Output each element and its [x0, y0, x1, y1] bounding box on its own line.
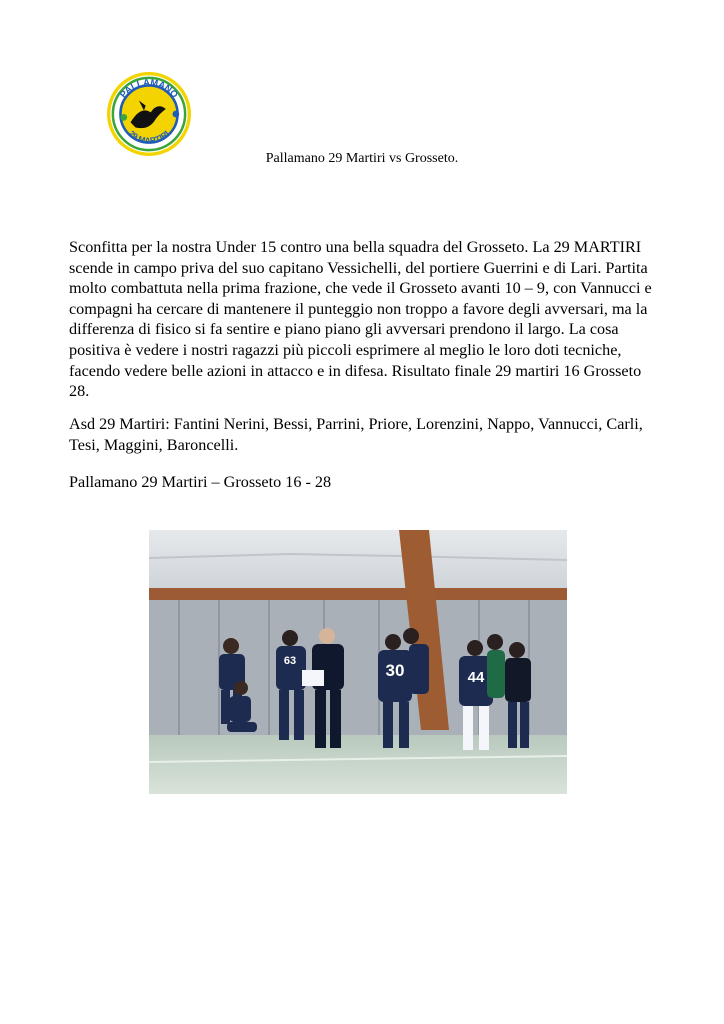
team-huddle-photo: [149, 530, 567, 794]
paragraph-roster: Asd 29 Martiri: Fantini Nerini, Bessi, Parrini, Priore, Lorenzini, Nappo, Vannucci, Carli, Tesi, Maggini, Baroncelli.: [69, 415, 643, 454]
logo-text-bottom: 29 MARTIRI: [126, 128, 172, 146]
jersey-number-30: 30: [385, 661, 405, 680]
logo-text-top: PALLAMANO: [117, 77, 181, 100]
jersey-number-63: 63: [283, 655, 297, 667]
document-title: Pallamano 29 Martiri vs Grosseto.: [265, 151, 459, 166]
paragraph-match-report: Sconfitta per la nostra Under 15 contro una bella squadra del Grosseto. La 29 MARTIRI scende in campo priva del suo capitano Vessichelli, del portiere Guerrini e di Lari. Partita molto combattuta nella prima frazione, che vede il Grosseto avanti 10 – 9, con Vannucci e compagni ha cercare di mantenere il punteggio non troppo a favore degli avversari, ma la differenza di fisico si fa sentire e piano piano gli avversari prendono il largo. La cosa positiva è vedere i nostri ragazzi più piccoli esprimere al meglio le loro doti tecniche, facendo vedere belle azioni in attacco e in difesa. Risultato finale 29 martiri 16 Grosseto 28.: [69, 238, 652, 401]
handball-player-logo-icon: [107, 72, 191, 156]
club-logo: [107, 72, 191, 156]
jersey-number-44: 44: [467, 669, 485, 686]
paragraph-final-score: Pallamano 29 Martiri – Grosseto 16 - 28: [69, 473, 332, 491]
